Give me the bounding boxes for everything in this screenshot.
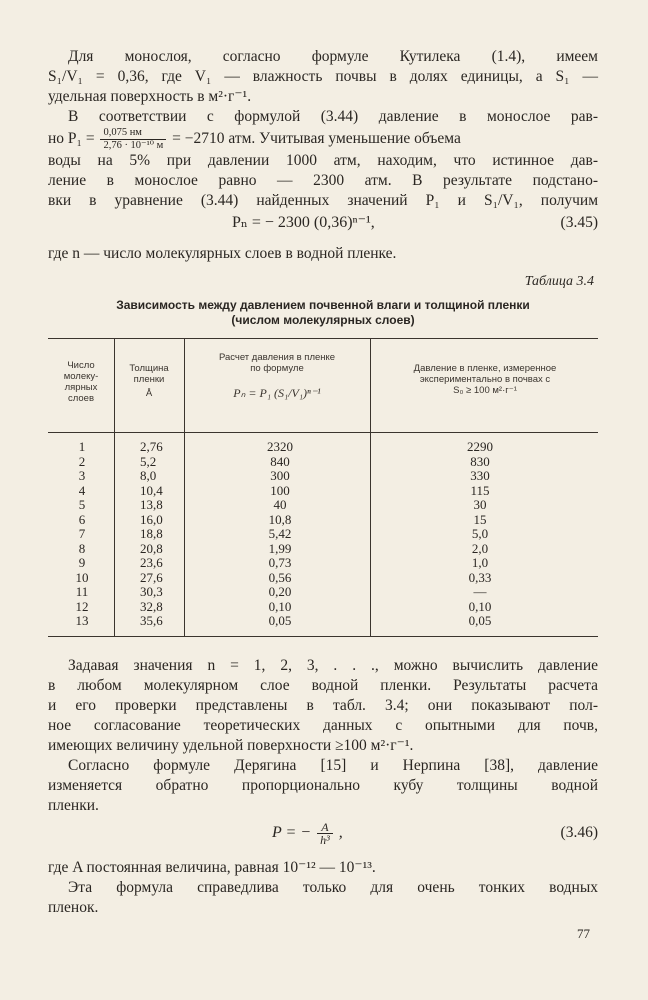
table-cell-thickness: 16,0 <box>140 511 163 527</box>
formula-prefix: но P₁ = <box>48 130 95 147</box>
table-cell-layers: 9 <box>78 555 86 570</box>
header-text: Толщина <box>129 363 169 374</box>
text-line: ление в монослое равно — 2300 атм. В результате подстано- <box>48 172 598 189</box>
table-cell-layers: 6 <box>78 511 86 527</box>
table-cell-experimental: 5,0 <box>471 526 489 541</box>
table-cell-calculated: 40 <box>273 497 287 512</box>
column-layers <box>62 440 102 629</box>
fraction-denominator: h³ <box>320 832 330 847</box>
table-cell-experimental: 15 <box>473 511 487 527</box>
column-calculated <box>240 440 320 629</box>
header-text: S₀ ≥ 100 м²·г⁻¹ <box>453 385 517 396</box>
table-cell-experimental: 0,10 <box>468 598 492 614</box>
table-cell-thickness: 18,8 <box>140 526 163 541</box>
text-line: Задавая значения n = 1, 2, 3, . . ., можно вычислить давление <box>68 657 598 674</box>
table-cell-experimental: 330 <box>470 468 490 483</box>
table-cell-experimental: — <box>473 584 487 599</box>
table-cell-thickness: 2,76 <box>140 439 163 454</box>
table-cell-calculated: 0,56 <box>268 569 292 585</box>
table-cell-layers: 12 <box>75 598 89 614</box>
table-cell-experimental: 0,05 <box>468 613 492 628</box>
text-line: Для монослоя, согласно формуле Кутилека (1.4), имеем <box>68 48 598 65</box>
table-cell-experimental: 30 <box>473 497 487 512</box>
equation-number: (3.46) <box>560 824 598 841</box>
text-line: Эта формула справедлива только для очень тонких водных <box>68 879 598 896</box>
text-line: удельная поверхность в м²·г⁻¹. <box>48 88 252 105</box>
header-text: Число <box>67 360 95 371</box>
table-cell-thickness: 27,6 <box>140 569 163 585</box>
table-cell-experimental: 0,33 <box>468 569 492 585</box>
text-line: где n — число молекулярных слоев в водной пленке. <box>48 245 397 262</box>
header-text: молеку- <box>63 371 99 382</box>
fraction-numerator: A <box>317 821 333 834</box>
fraction <box>317 821 333 846</box>
header-text: лярных <box>64 382 98 393</box>
table-top-rule <box>48 338 598 339</box>
header-text: Å <box>145 388 153 399</box>
table-cell-calculated: 300 <box>270 468 290 483</box>
fraction <box>100 127 166 152</box>
fraction-denominator: 2,76 · 10⁻¹⁰ м <box>103 139 164 151</box>
table-cell-calculated: 0,10 <box>268 598 292 614</box>
table-cell-layers: 7 <box>78 526 86 541</box>
table-cell-calculated: 2320 <box>267 439 293 454</box>
table-cell-calculated: 0,05 <box>268 613 292 628</box>
equation-number: (3.45) <box>560 214 598 231</box>
table-cell-thickness: 5,2 <box>140 453 157 469</box>
table-cell-experimental: 830 <box>470 453 490 469</box>
table-cell-thickness: 10,4 <box>140 482 163 498</box>
formula-suffix: = −2710 атм. Учитывая уменьшение объема <box>172 130 461 147</box>
header-formula: Pₙ = P₁ (S₁/V₁)ⁿ⁻¹ <box>233 386 321 400</box>
table-cell-thickness: 8,0 <box>140 468 157 483</box>
text-line: имеющих величину удельной поверхности ≥100 м²·г⁻¹. <box>48 737 414 754</box>
header-experimental <box>372 363 598 396</box>
table-cell-layers: 11 <box>75 584 89 599</box>
table-cell-calculated: 10,8 <box>268 511 292 527</box>
table-cell-experimental: 115 <box>470 482 490 498</box>
header-calculated <box>186 352 368 399</box>
header-text: Давление в пленке, измеренное <box>413 363 557 374</box>
table-cell-thickness: 23,6 <box>140 555 163 570</box>
text-line: пленок. <box>48 899 99 916</box>
table-cell-layers: 10 <box>75 569 89 585</box>
header-thickness <box>116 363 182 399</box>
table-cell-experimental: 2,0 <box>471 540 489 556</box>
table-cell-calculated: 100 <box>270 482 290 498</box>
table-column-divider <box>370 339 371 636</box>
text-line: вки в уравнение (3.44) найденных значений P₁ и S₁/V₁, получим <box>48 192 598 209</box>
table-column-divider <box>114 339 115 636</box>
table-cell-calculated: 5,42 <box>268 526 292 541</box>
column-thickness <box>140 440 190 629</box>
table-cell-calculated: 840 <box>270 453 290 469</box>
header-text: слоев <box>67 393 94 404</box>
text-line: и его проверки представлены в табл. 3.4; они показывают пол- <box>48 697 598 714</box>
table-header-rule <box>48 432 598 433</box>
text-line: Согласно формуле Дерягина [15] и Нерпина [38], давление <box>68 757 598 774</box>
page-number: 77 <box>577 926 590 941</box>
table-caption: Таблица 3.4 <box>524 274 594 289</box>
formula-lhs: P = − <box>272 824 312 841</box>
formula-3-45: Pₙ = − 2300 (0,36)ⁿ⁻¹, <box>232 214 375 231</box>
text-line-with-fraction <box>48 124 598 154</box>
table-title: Зависимость между давлением почвенной влаги и толщиной пленки <box>116 298 530 312</box>
table-cell-thickness: 32,8 <box>140 598 163 614</box>
table-cell-layers: 1 <box>78 439 86 454</box>
table-cell-layers: 13 <box>75 613 89 628</box>
column-experimental <box>440 440 520 629</box>
table-bottom-rule <box>48 636 598 637</box>
table-cell-calculated: 0,73 <box>268 555 292 570</box>
table-cell-experimental: 1,0 <box>471 555 489 570</box>
header-text: Расчет давления в пленке <box>218 352 336 363</box>
table-title-cont: (числом молекулярных слоев) <box>231 313 415 327</box>
table-cell-thickness: 30,3 <box>140 584 163 599</box>
table-cell-layers: 8 <box>78 540 86 556</box>
table-cell-experimental: 2290 <box>467 439 493 454</box>
header-text: экспериментально в почвах с <box>419 374 551 385</box>
table-cell-layers: 2 <box>78 453 86 469</box>
formula-3-46 <box>272 816 343 850</box>
table-cell-layers: 5 <box>78 497 86 512</box>
header-text: пленки <box>133 374 165 385</box>
table-cell-layers: 4 <box>78 482 86 498</box>
table-cell-calculated: 1,99 <box>268 540 292 556</box>
text-line: где A постоянная величина, равная 10⁻¹² — 10⁻¹³. <box>48 859 376 876</box>
table-cell-thickness: 13,8 <box>140 497 163 512</box>
text-line: пленки. <box>48 797 99 814</box>
formula-tail: , <box>338 824 343 841</box>
text-line: В соответствии с формулой (3.44) давление в монослое рав- <box>68 108 598 125</box>
text-line: в любом молекулярном слое водной пленки. Результаты расчета <box>48 677 598 694</box>
table-cell-thickness: 20,8 <box>140 540 163 556</box>
text-line: изменяется обратно пропорционально кубу толщины водной <box>48 777 598 794</box>
table-cell-calculated: 0,20 <box>268 584 292 599</box>
text-line: ное согласование теоретических данных с опытными для почв, <box>48 717 598 734</box>
text-line: воды на 5% при давлении 1000 атм, находим, что истинное дав- <box>48 152 598 169</box>
table-cell-thickness: 35,6 <box>140 613 163 628</box>
text-line: S₁/V₁ = 0,36, где V₁ — влажность почвы в долях единицы, а S₁ — <box>48 68 598 85</box>
header-text: по формуле <box>250 363 304 374</box>
header-layers <box>50 360 112 404</box>
table-cell-layers: 3 <box>78 468 86 483</box>
fraction-numerator: 0,075 нм <box>100 127 166 140</box>
